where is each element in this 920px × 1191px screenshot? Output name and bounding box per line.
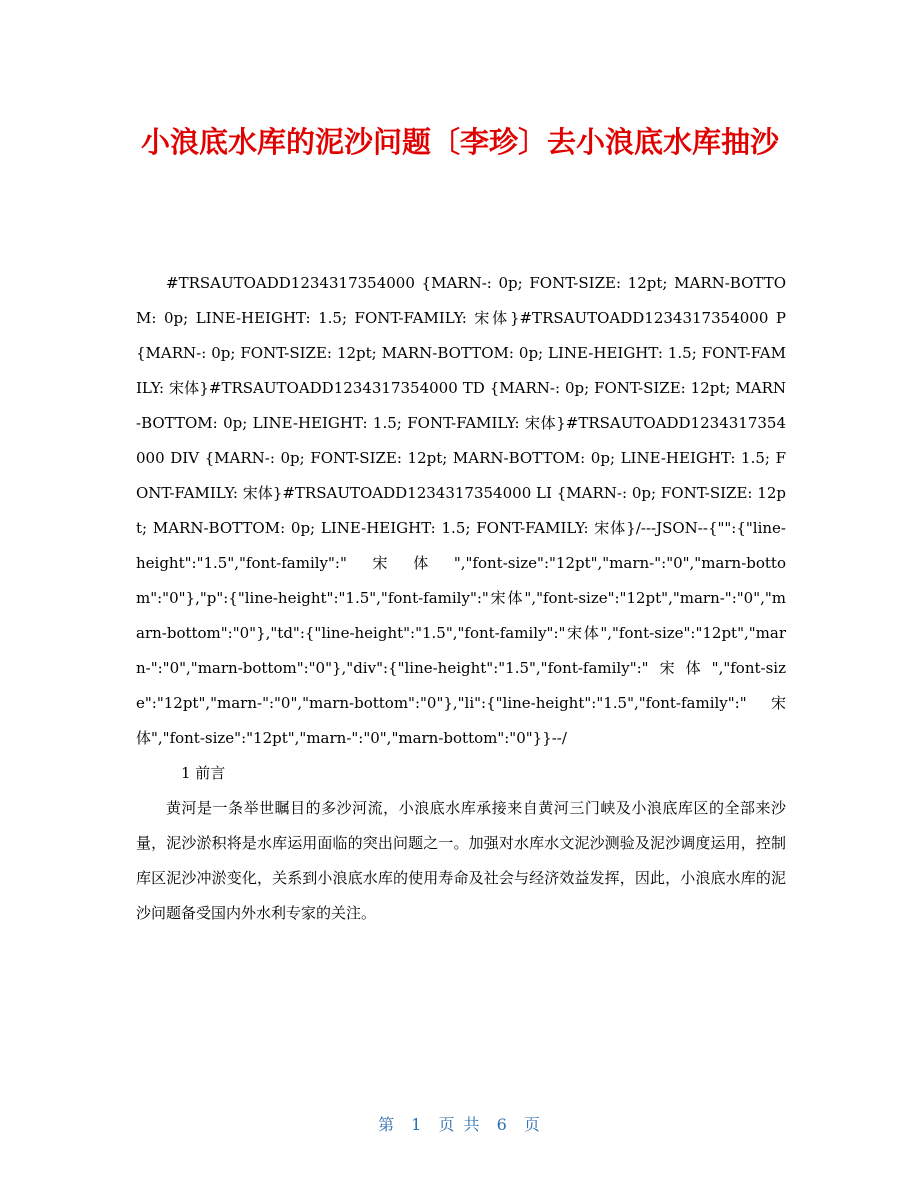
document-body: [136, 266, 786, 931]
css-dump-paragraph: #TRSAUTOADD1234317354000 {MARN-: 0p; FONT-SIZE: 12pt; MARN-BOTTOM: 0p; LINE-HEIGHT: 1.5; FONT-FAMILY: 宋体}#TRSAUTOADD1234317354000 P {MARN-: 0p; FONT-SIZE: 12pt; MARN-BOTTOM: 0p; LINE-HEIGHT: 1.5; FONT-FAMILY: 宋体}#TRSAUTOADD1234317354000 TD {MARN-: 0p; FONT-SIZE: 12pt; MARN-BOTTOM: 0p; LINE-HEIGHT: 1.5; FONT-FAMILY: 宋体}#TRSAUTOADD1234317354000 DIV {MARN-: 0p; FONT-SIZE: 12pt; MARN-BOTTOM: 0p; LINE-HEIGHT: 1.5; FONT-FAMILY: 宋体}#TRSAUTOADD1234317354000 LI {MARN-: 0p; FONT-SIZE: 12pt; MARN-BOTTOM: 0p; LINE-HEIGHT: 1.5; FONT-FAMILY: 宋体}/---JSON--{"":{"line-height":"1.5","font-family":"宋体","font-size":"12pt","marn-":"0","marn-bottom":"0"},"p":{"line-height":"1.5","font-family":"宋体","font-size":"12pt","marn-":"0","marn-bottom":"0"},"td":{"line-height":"1.5","font-family":"宋体","font-size":"12pt","marn-":"0","marn-bottom":"0"},"div":{"line-height":"1.5","font-family":"宋体","font-size":"12pt","marn-":"0","marn-bottom":"0"},"li":{"line-height":"1.5","font-family":"宋体","font-size":"12pt","marn-":"0","marn-bottom":"0"}}--/: [136, 274, 786, 747]
footer-page-number: 1: [411, 1115, 424, 1134]
document-title: 小浪底水库的泥沙问题〔李珍〕去小浪底水库抽沙: [140, 125, 779, 159]
footer-total-pages: 6: [496, 1115, 509, 1134]
footer-suffix: 页: [523, 1115, 542, 1134]
page-footer: [0, 1112, 920, 1135]
body-paragraph: 黄河是一条举世瞩目的多沙河流，小浪底水库承接来自黄河三门峡及小浪底库区的全部来沙量，泥沙淤积将是水库运用面临的突出问题之一。加强对水库水文泥沙测验及泥沙调度运用，控制库区泥沙冲淤变化，关系到小浪底水库的使用寿命及社会与经济效益发挥，因此，小浪底水库的泥沙问题备受国内外水利专家的关注。: [136, 799, 786, 922]
footer-middle: 页 共: [438, 1115, 482, 1134]
section-heading: 1 前言: [181, 764, 226, 782]
footer-prefix: 第: [378, 1115, 397, 1134]
